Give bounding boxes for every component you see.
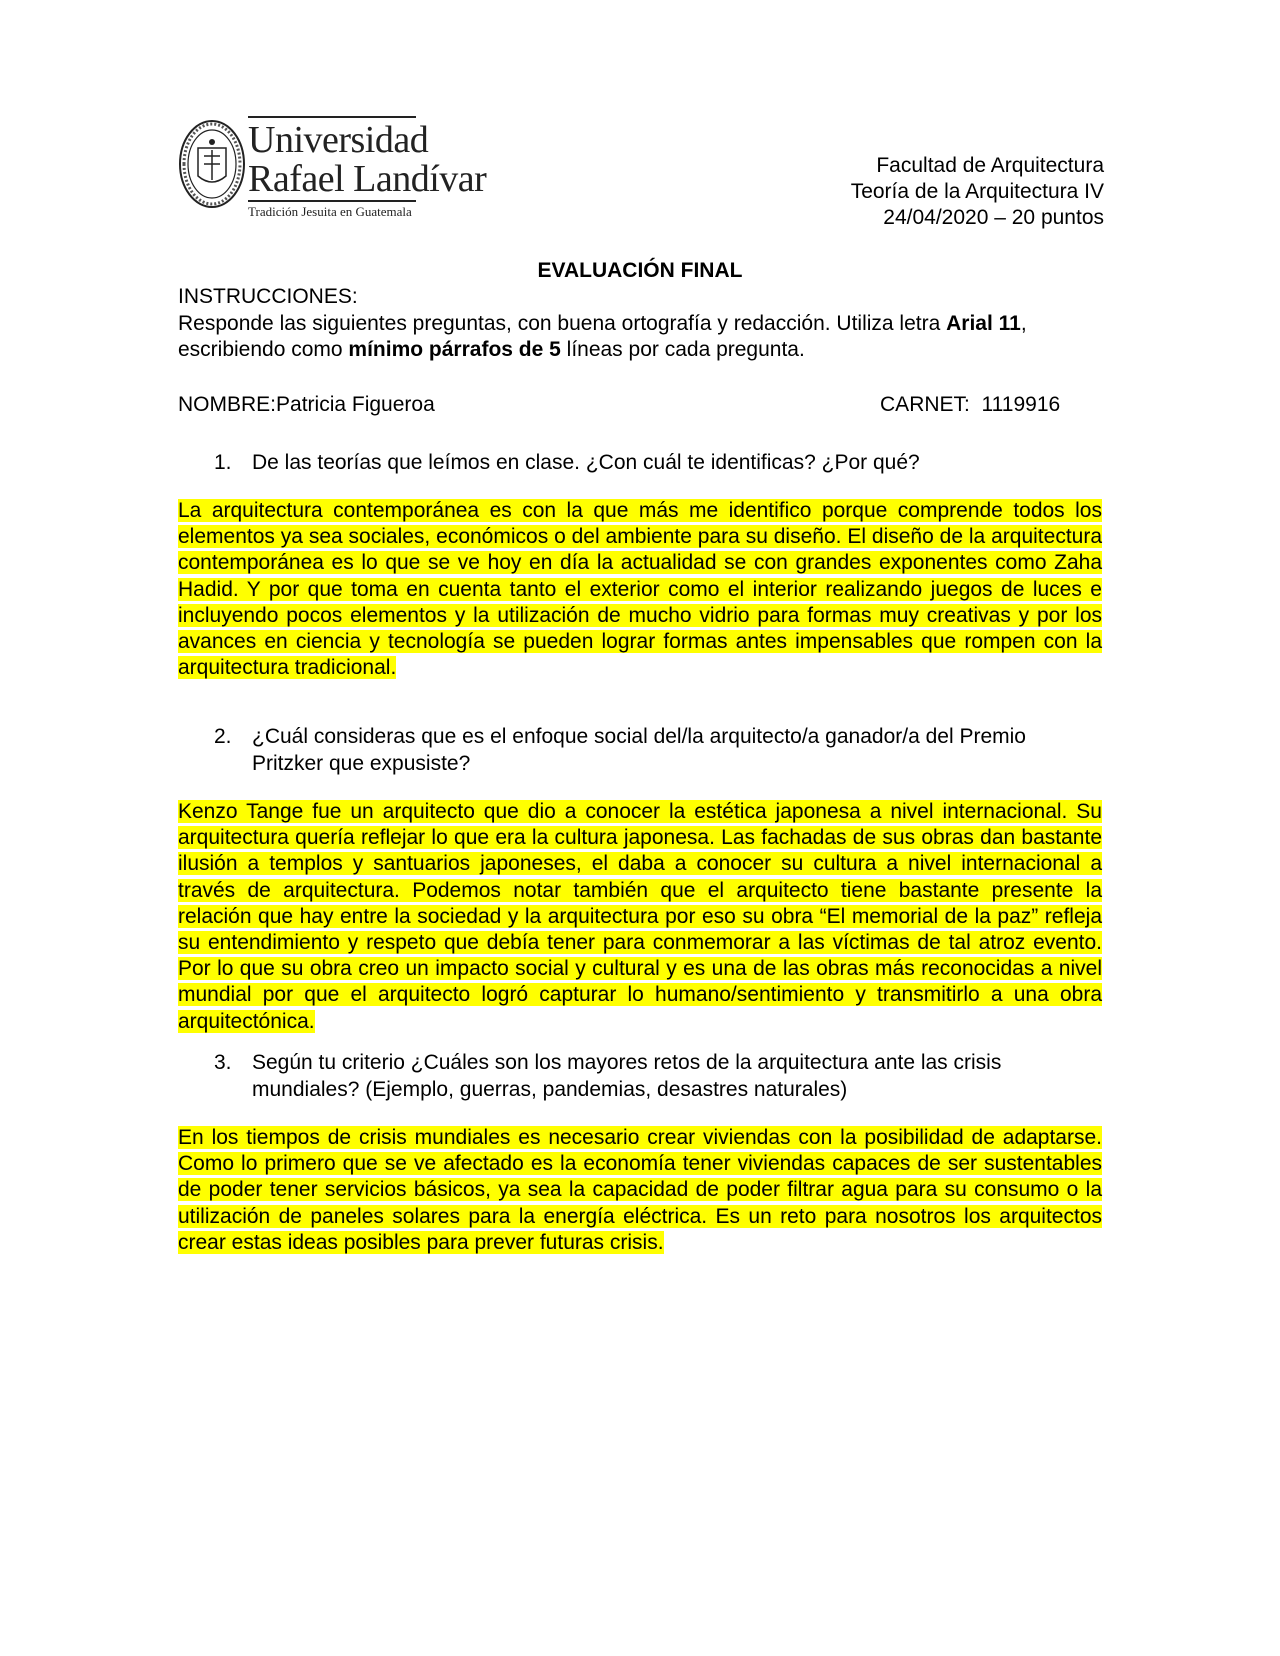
course-name: Teoría de la Arquitectura IV — [850, 180, 1104, 203]
course-header — [851, 153, 1104, 231]
question-text: Según tu criterio ¿Cuáles son los mayores retos de la arquitectura ante las crisis mundiales? (Ejemplo, guerras, pandemias, desastres naturales) — [252, 1051, 1002, 1101]
instructions-text-a: Responde las siguientes preguntas, con buena ortografía y redacción. Utiliza letra — [178, 311, 947, 335]
logo-rule-top — [248, 116, 416, 118]
faculty-name: Facultad de Arquitectura — [876, 154, 1104, 177]
question-3 — [214, 1050, 1102, 1103]
instructions-text — [178, 311, 1102, 364]
instructions — [178, 284, 1102, 364]
carnet-value: 1119916 — [981, 393, 1061, 416]
logo-name-line2: Rafael Landívar — [248, 158, 487, 200]
logo-tagline: Tradición Jesuita en Guatemala — [248, 204, 412, 219]
date-points: 24/04/2020 – 20 puntos — [883, 206, 1104, 229]
student-info-row — [178, 392, 1102, 419]
instructions-bold-min: mínimo párrafos de 5 — [348, 338, 561, 361]
name-label: NOMBRE: — [178, 393, 277, 416]
question-number: 3. — [214, 1051, 232, 1074]
question-number: 2. — [214, 725, 232, 748]
university-seal-icon — [178, 118, 246, 210]
question-text: De las teorías que leímos en clase. ¿Con cuál te identificas? ¿Por qué? — [252, 451, 920, 474]
name-value-field — [276, 392, 880, 419]
answer-text: En los tiempos de crisis mundiales es necesario crear viviendas con la posibilidad de adaptarse. Como lo primero que se ve afectado es la economía tener viviendas capaces de ser sustentables de poder tener servicios básicos, ya sea la capacidad de poder filtrar agua para su consumo o la utilización de paneles solares para la energía eléctrica. Es un reto para nosotros los arquitectos crear estas ideas posibles para prever futuras crisis. — [178, 1126, 1102, 1254]
answer-1 — [178, 498, 1102, 681]
answer-3 — [178, 1125, 1102, 1256]
question-1 — [214, 450, 1102, 477]
instructions-bold-font: Arial 11 — [946, 311, 1021, 335]
logo-rule-bottom — [248, 200, 416, 202]
question-number: 1. — [214, 451, 232, 474]
document-title: EVALUACIÓN FINAL — [537, 259, 743, 282]
answer-text: La arquitectura contemporánea es con la que más me identifico porque comprende todos los elementos ya sea sociales, económicos o del ambiente para su diseño. El diseño de la arquitectura contemporánea es lo que se ve hoy en día la actualidad se con grandes exponentes como Zaha Hadid. Y por que toma en cuenta tanto el exterior como el interior realizando juegos de luces e incluyendo pocos elementos y la utilización de mucho vidrio para formas muy creativas y por los avances en ciencia y tecnología se pueden lograr formas antes impensables que rompen con la arquitectura tradicional. — [178, 499, 1102, 680]
carnet-label: CARNET: — [880, 393, 970, 416]
name-value: Patricia Figueroa — [276, 393, 435, 416]
answer-text: Kenzo Tange fue un arquitecto que dio a conocer la estética japonesa a nivel internacional. Su arquitectura quería reflejar lo que era la cultura japonesa. Las fachadas de sus obras dan bastante ilusión a templos y santuarios japoneses, el daba a conocer su cultura a nivel internacional a través de arquitectura. Podemos notar también que el arquitecto tiene bastante presente la relación que hay entre la sociedad y la arquitectura por eso su obra “El memorial de la paz” refleja su entendimiento y respeto que debía tener para conmemorar a las víctimas de tal atroz evento. Por lo que su obra creo un impacto social y cultural y es una de las obras más reconocidas a nivel mundial por que el arquitecto logró capturar lo humano/sentimiento y transmitirlo a una obra arquitectónica. — [178, 800, 1102, 1033]
question-2 — [214, 724, 1102, 777]
instructions-text-c: líneas por cada pregunta. — [560, 338, 805, 361]
instructions-text-b: , escribiendo como — [178, 311, 1027, 361]
university-logo — [178, 112, 487, 222]
logo-name-line1: Universidad — [248, 119, 429, 161]
answer-2 — [178, 799, 1102, 1035]
instructions-heading: INSTRUCCIONES: — [178, 285, 358, 308]
question-text: ¿Cuál consideras que es el enfoque social del/la arquitecto/a ganador/a del Premio Pritzker que expusiste? — [252, 725, 1026, 775]
